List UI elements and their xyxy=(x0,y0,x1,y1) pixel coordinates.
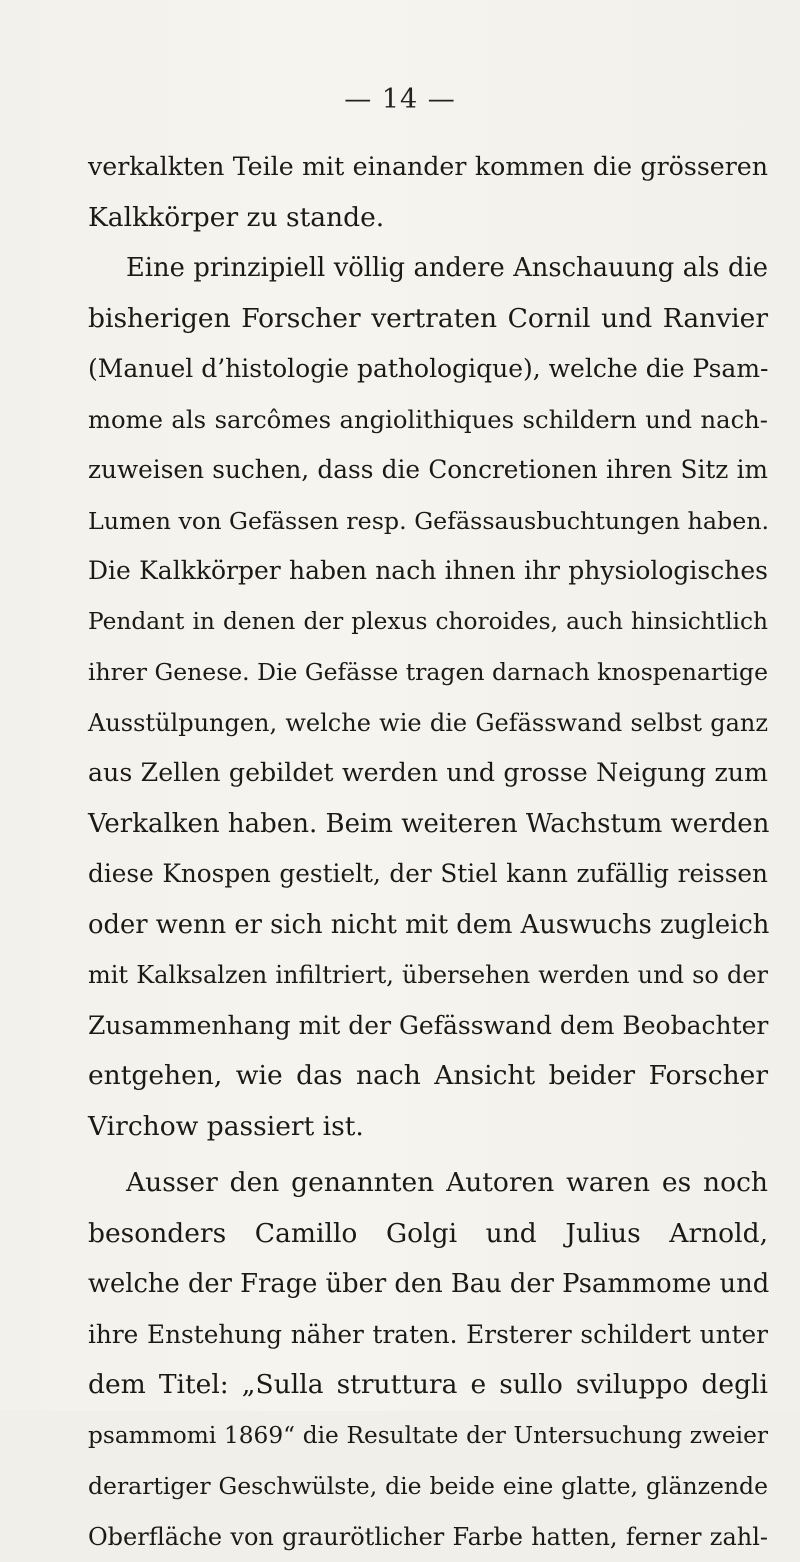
body-text xyxy=(88,142,768,1562)
text-line: Zusammenhang mit der Gefässwand dem Beobachter xyxy=(88,1001,768,1052)
text-line: Verkalken haben. Beim weiteren Wachstum werden xyxy=(88,799,768,850)
text-line: psammomi 1869“ die Resultate der Untersuchung zweier xyxy=(88,1411,768,1462)
page-number: — 14 — xyxy=(0,84,800,115)
text-line: dem Titel: „Sulla struttura e sullo sviluppo degli xyxy=(88,1360,768,1411)
text-line: diese Knospen gestielt, der Stiel kann zufällig reissen xyxy=(88,849,768,900)
text-line: bisherigen Forscher vertraten Cornil und Ranvier xyxy=(88,294,768,345)
text-line: Ausstülpungen, welche wie die Gefässwand selbst ganz xyxy=(88,698,768,749)
text-line: Virchow passiert ist. xyxy=(88,1102,768,1153)
text-line: Pendant in denen der plexus choroides, auch hinsichtlich xyxy=(88,597,768,648)
text-line: zuweisen suchen, dass die Concretionen ihren Sitz im xyxy=(88,445,768,496)
paragraph-3 xyxy=(88,1158,768,1562)
paragraph-1 xyxy=(88,142,768,243)
text-line: Ausser den genannten Autoren waren es noch xyxy=(88,1158,768,1209)
text-line: Oberfläche von graurötlicher Farbe hatten, ferner zahl- xyxy=(88,1512,768,1562)
text-line: Lumen von Gefässen resp. Gefässausbuchtungen haben. xyxy=(88,496,768,547)
text-line: ihre Enstehung näher traten. Ersterer schildert unter xyxy=(88,1310,768,1361)
text-line: Kalkkörper zu stande. xyxy=(88,193,768,244)
text-line: entgehen, wie das nach Ansicht beider Forscher xyxy=(88,1051,768,1102)
text-line: derartiger Geschwülste, die beide eine glatte, glänzende xyxy=(88,1461,768,1512)
text-line: ihrer Genese. Die Gefässe tragen darnach knospenartige xyxy=(88,647,768,698)
text-line: Die Kalkkörper haben nach ihnen ihr physiologisches xyxy=(88,546,768,597)
text-line: mome als sarcômes angiolithiques schildern und nach- xyxy=(88,395,768,446)
text-line: aus Zellen gebildet werden und grosse Neigung zum xyxy=(88,748,768,799)
text-line: (Manuel d’histologie pathologique), welche die Psam- xyxy=(88,344,768,395)
text-line: mit Kalksalzen infiltriert, übersehen werden und so der xyxy=(88,950,768,1001)
text-line: verkalkten Teile mit einander kommen die grösseren xyxy=(88,142,768,193)
text-line: besonders Camillo Golgi und Julius Arnold, xyxy=(88,1209,768,1260)
text-line: oder wenn er sich nicht mit dem Auswuchs zugleich xyxy=(88,900,768,951)
text-line: welche der Frage über den Bau der Psammome und xyxy=(88,1259,768,1310)
text-line: Eine prinzipiell völlig andere Anschauung als die xyxy=(88,243,768,294)
paragraph-2 xyxy=(88,243,768,1152)
